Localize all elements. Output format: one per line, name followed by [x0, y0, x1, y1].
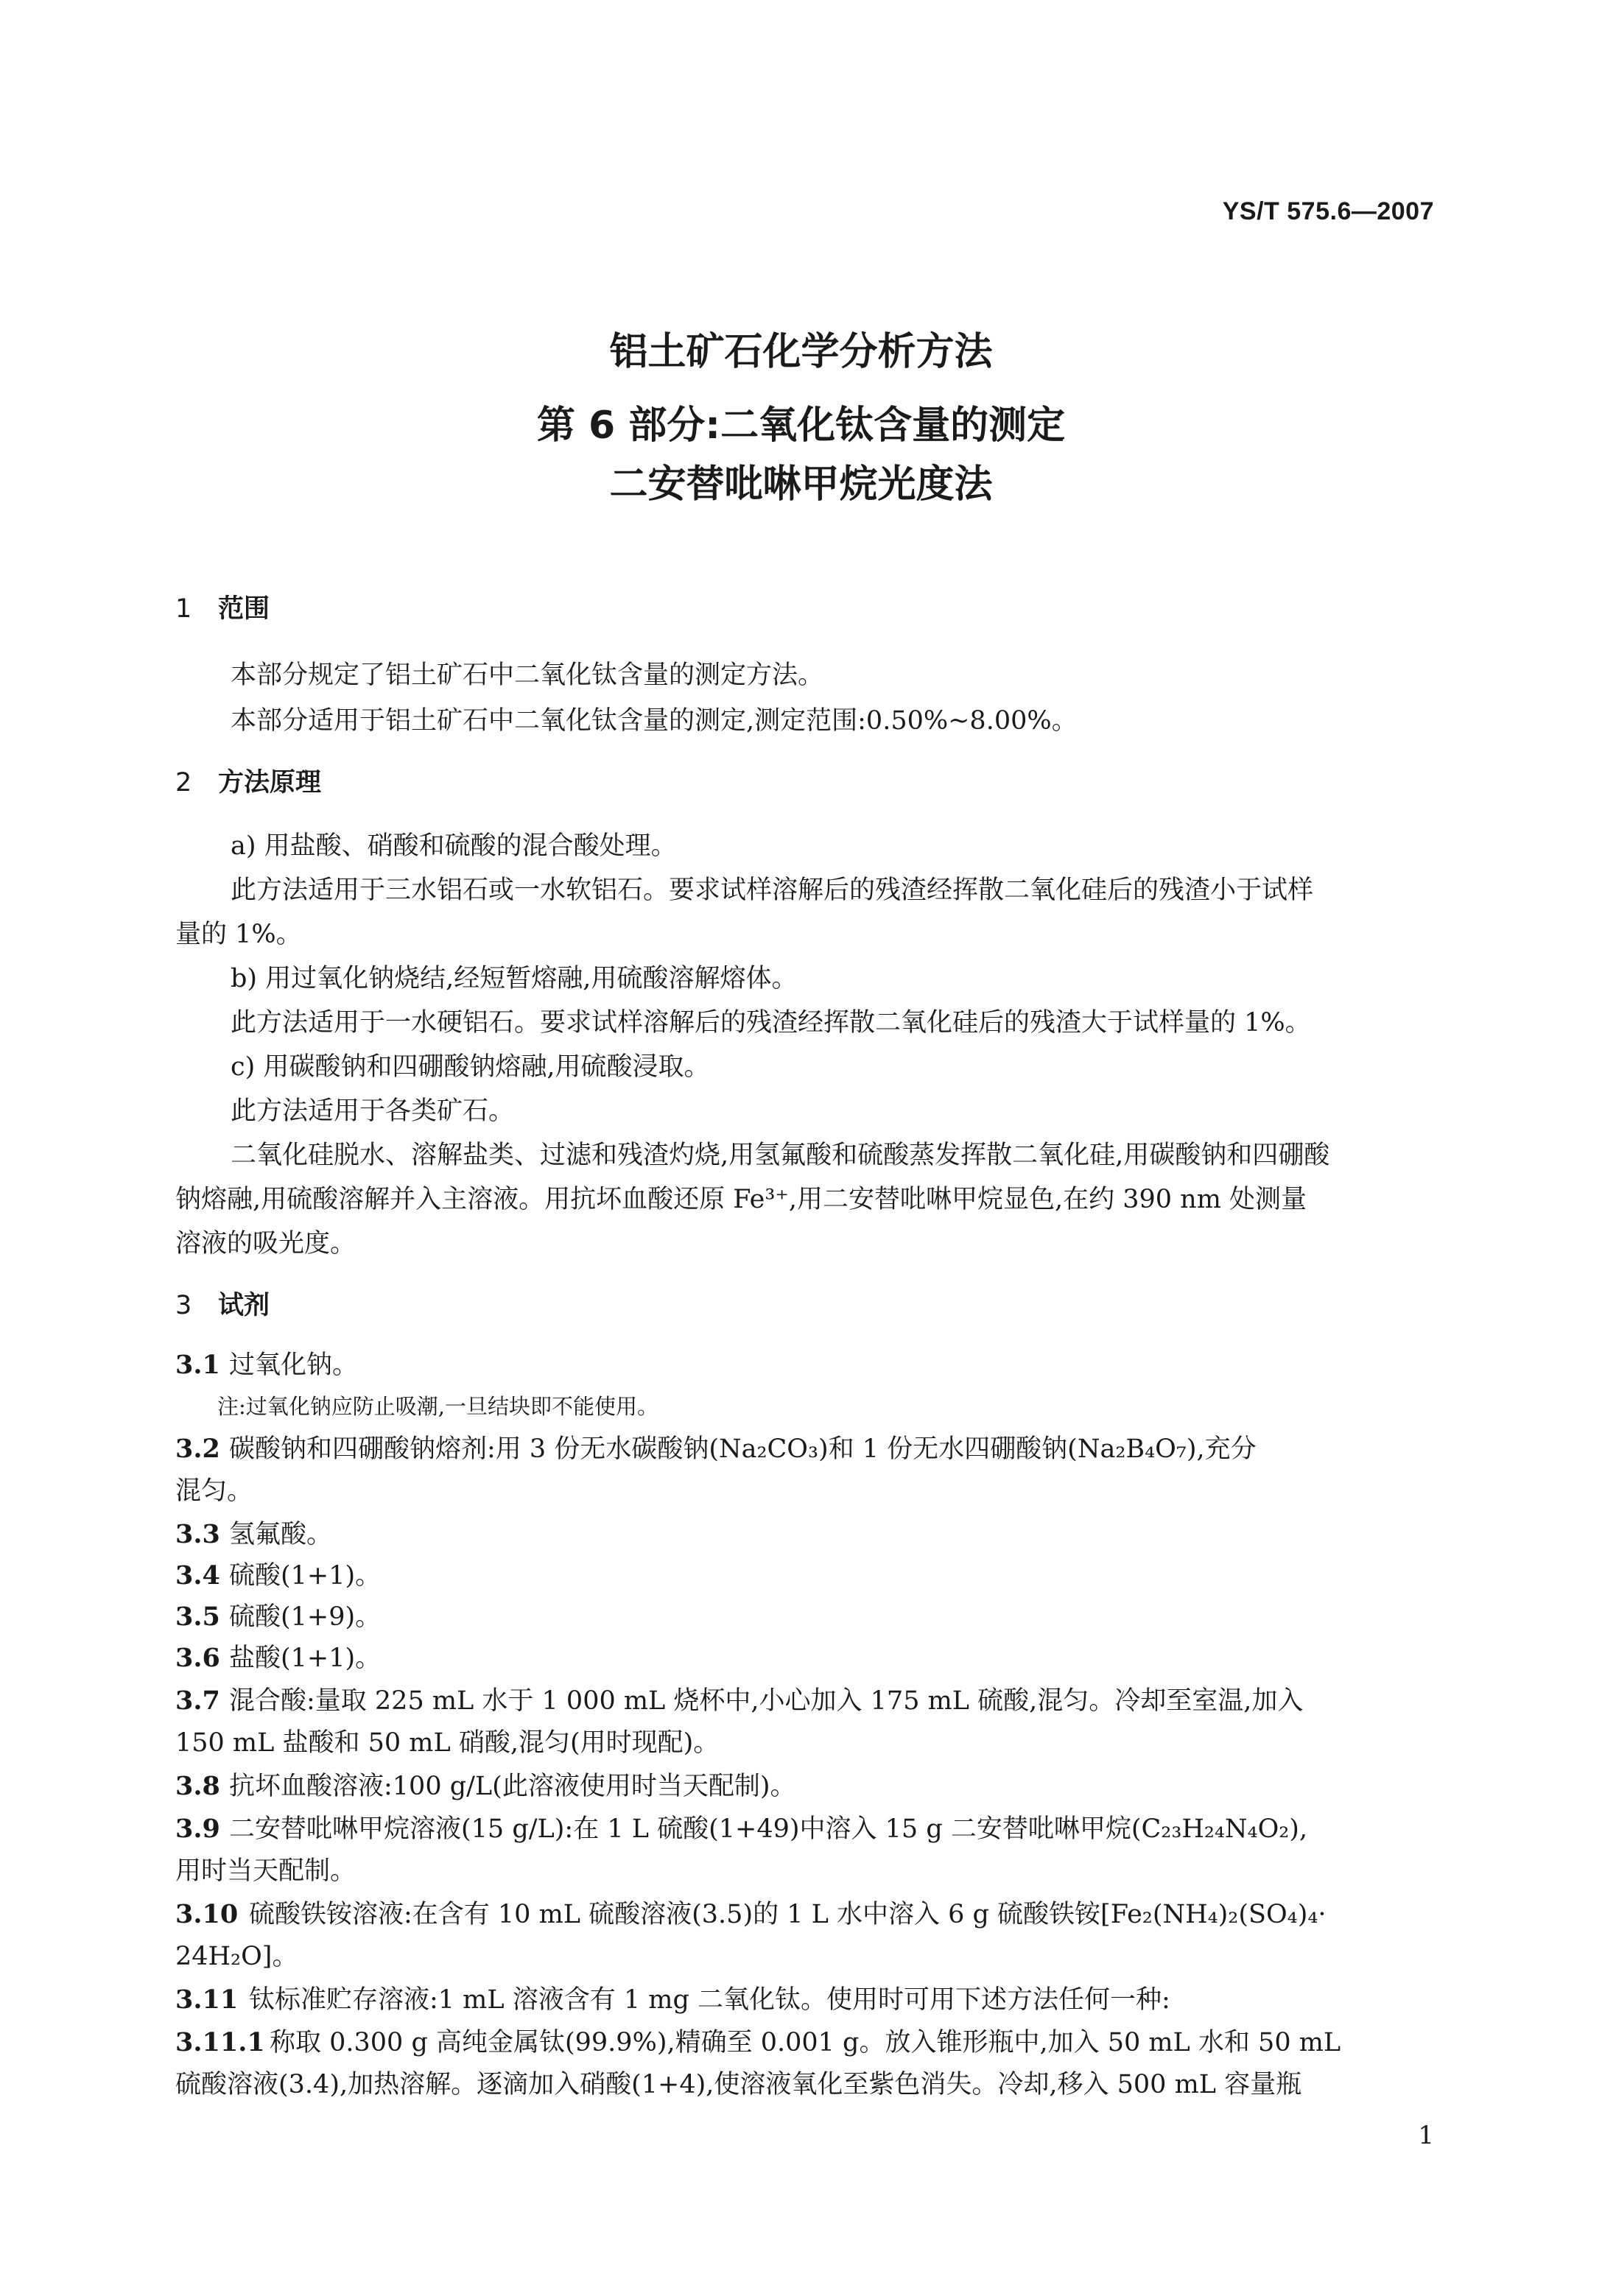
paragraph: 本部分规定了铝土矿石中二氧化钛含量的测定方法。: [231, 661, 824, 690]
item-text: 混合酸:量取 225 mL 水于 1 000 mL 烧杯中,小心加入 175 mL 硫酸,混匀。冷却至室温,加入: [229, 1686, 1304, 1716]
paragraph: 钠熔融,用硫酸溶解并入主溶液。用抗坏血酸还原 Fe³⁺,用二安替吡啉甲烷显色,在约 390 nm 处测量: [175, 1185, 1307, 1214]
document-title-line1: 铝土矿石化学分析方法: [609, 330, 993, 374]
item-number: 3.8: [175, 1771, 220, 1801]
section-title: 方法原理: [218, 768, 322, 797]
item-number: 3.10: [175, 1899, 239, 1929]
standard-code: YS/T 575.6—2007: [1222, 197, 1434, 225]
list-item: [175, 1645, 381, 1672]
item-text: 硫酸(1+1)。: [229, 1561, 382, 1591]
item-text: 硫酸铁铵溶液:在含有 10 mL 硫酸溶液(3.5)的 1 L 水中溶入 6 g 硫酸铁铵[Fe₂(NH₄)₂(SO₄)₄·: [249, 1900, 1327, 1929]
item-text: 钛标准贮存溶液:1 mL 溶液含有 1 mg 二氧化钛。使用时可用下述方法任何一种:: [249, 1985, 1170, 2015]
list-item: [175, 1987, 1170, 2013]
item-number: 3.2: [175, 1434, 220, 1464]
item-number: 3.11.1: [175, 2027, 265, 2057]
list-item: [175, 1816, 1307, 1842]
list-item: [175, 1521, 332, 1548]
paragraph: 二氧化硅脱水、溶解盐类、过滤和残渣灼烧,用氢氟酸和硫酸蒸发挥散二氧化硅,用碳酸钠和四硼酸: [231, 1141, 1330, 1170]
section-1-heading: [175, 596, 270, 622]
list-item: [175, 1901, 1327, 1928]
item-text: 过氧化钠。: [229, 1351, 359, 1380]
item-number: 3.9: [175, 1814, 220, 1844]
document-title-line3: 二安替吡啉甲烷光度法: [609, 462, 993, 507]
item-number: 3.6: [175, 1643, 220, 1673]
paragraph: 此方法适用于三水铝石或一水软铝石。要求试样溶解后的残渣经挥散二氧化硅后的残渣小于试样: [231, 876, 1314, 905]
paragraph: 量的 1%。: [175, 920, 302, 949]
item-number: 3.11: [175, 1985, 239, 2015]
list-item: a) 用盐酸、硝酸和硫酸的混合酸处理。: [231, 831, 677, 861]
list-item: [175, 1436, 1257, 1462]
list-item: [175, 1352, 358, 1378]
list-item: [175, 1773, 795, 1800]
item-text: 抗坏血酸溶液:100 g/L(此溶液使用时当天配制)。: [229, 1772, 796, 1801]
list-item: [175, 2029, 1341, 2056]
section-3-heading: [175, 1293, 270, 1319]
item-number: 3.1: [175, 1350, 220, 1380]
list-item: c) 用碳酸钠和四硼酸钠熔融,用硫酸浸取。: [231, 1052, 710, 1082]
section-2-heading: [175, 770, 321, 796]
section-title: 范围: [218, 594, 270, 624]
item-text: 硫酸(1+9)。: [229, 1602, 382, 1632]
paragraph: 此方法适用于一水硬铝石。要求试样溶解后的残渣经挥散二氧化硅后的残渣大于试样量的 1%。: [231, 1008, 1311, 1038]
item-text: 二安替吡啉甲烷溶液(15 g/L):在 1 L 硫酸(1+49)中溶入 15 g 二安替吡啉甲烷(C₂₃H₂₄N₄O₂),: [229, 1814, 1308, 1844]
list-item: [175, 1560, 382, 1591]
item-number: 3.7: [175, 1686, 220, 1716]
paragraph: 硫酸溶液(3.4),加热溶解。逐滴加入硝酸(1+4),使溶液氧化至紫色消失。冷却,移入 500 mL 容量瓶: [175, 2070, 1302, 2099]
item-text: 碳酸钠和四硼酸钠熔剂:用 3 份无水碳酸钠(Na₂CO₃)和 1 份无水四硼酸钠(Na₂B₄O₇),充分: [229, 1434, 1257, 1464]
paragraph: 混匀。: [175, 1476, 253, 1506]
paragraph: 本部分适用于铝土矿石中二氧化钛含量的测定,测定范围:0.50%~8.00%。: [231, 706, 1078, 736]
section-number: 2: [175, 768, 192, 797]
item-number: 3.3: [175, 1519, 220, 1549]
note: 注:过氧化钠应防止吸潮,一旦结块即不能使用。: [217, 1394, 658, 1419]
document-title-line2: 第 6 部分:二氧化钛含量的测定: [536, 404, 1066, 448]
list-item: b) 用过氧化钠烧结,经短暂熔融,用硫酸溶解熔体。: [231, 964, 798, 993]
item-text: 盐酸(1+1)。: [229, 1644, 382, 1673]
paragraph: 24H₂O]。: [175, 1942, 298, 1971]
section-number: 1: [175, 594, 192, 624]
section-number: 3: [175, 1291, 192, 1320]
item-number: 3.4: [175, 1560, 220, 1591]
list-item: [175, 1604, 381, 1630]
paragraph: 150 mL 盐酸和 50 mL 硝酸,混匀(用时现配)。: [175, 1728, 720, 1758]
item-text: 氢氟酸。: [229, 1520, 333, 1549]
paragraph: 溶液的吸光度。: [175, 1229, 356, 1258]
item-text: 称取 0.300 g 高纯金属钛(99.9%),精确至 0.001 g。放入锥形瓶中,加入 50 mL 水和 50 mL: [270, 2028, 1341, 2057]
section-title: 试剂: [218, 1291, 270, 1320]
list-item: [175, 1688, 1303, 1714]
paragraph: 此方法适用于各类矿石。: [231, 1096, 515, 1126]
paragraph: 用时当天配制。: [175, 1856, 356, 1886]
item-number: 3.5: [175, 1602, 220, 1632]
page-number: 1: [1418, 2121, 1434, 2150]
